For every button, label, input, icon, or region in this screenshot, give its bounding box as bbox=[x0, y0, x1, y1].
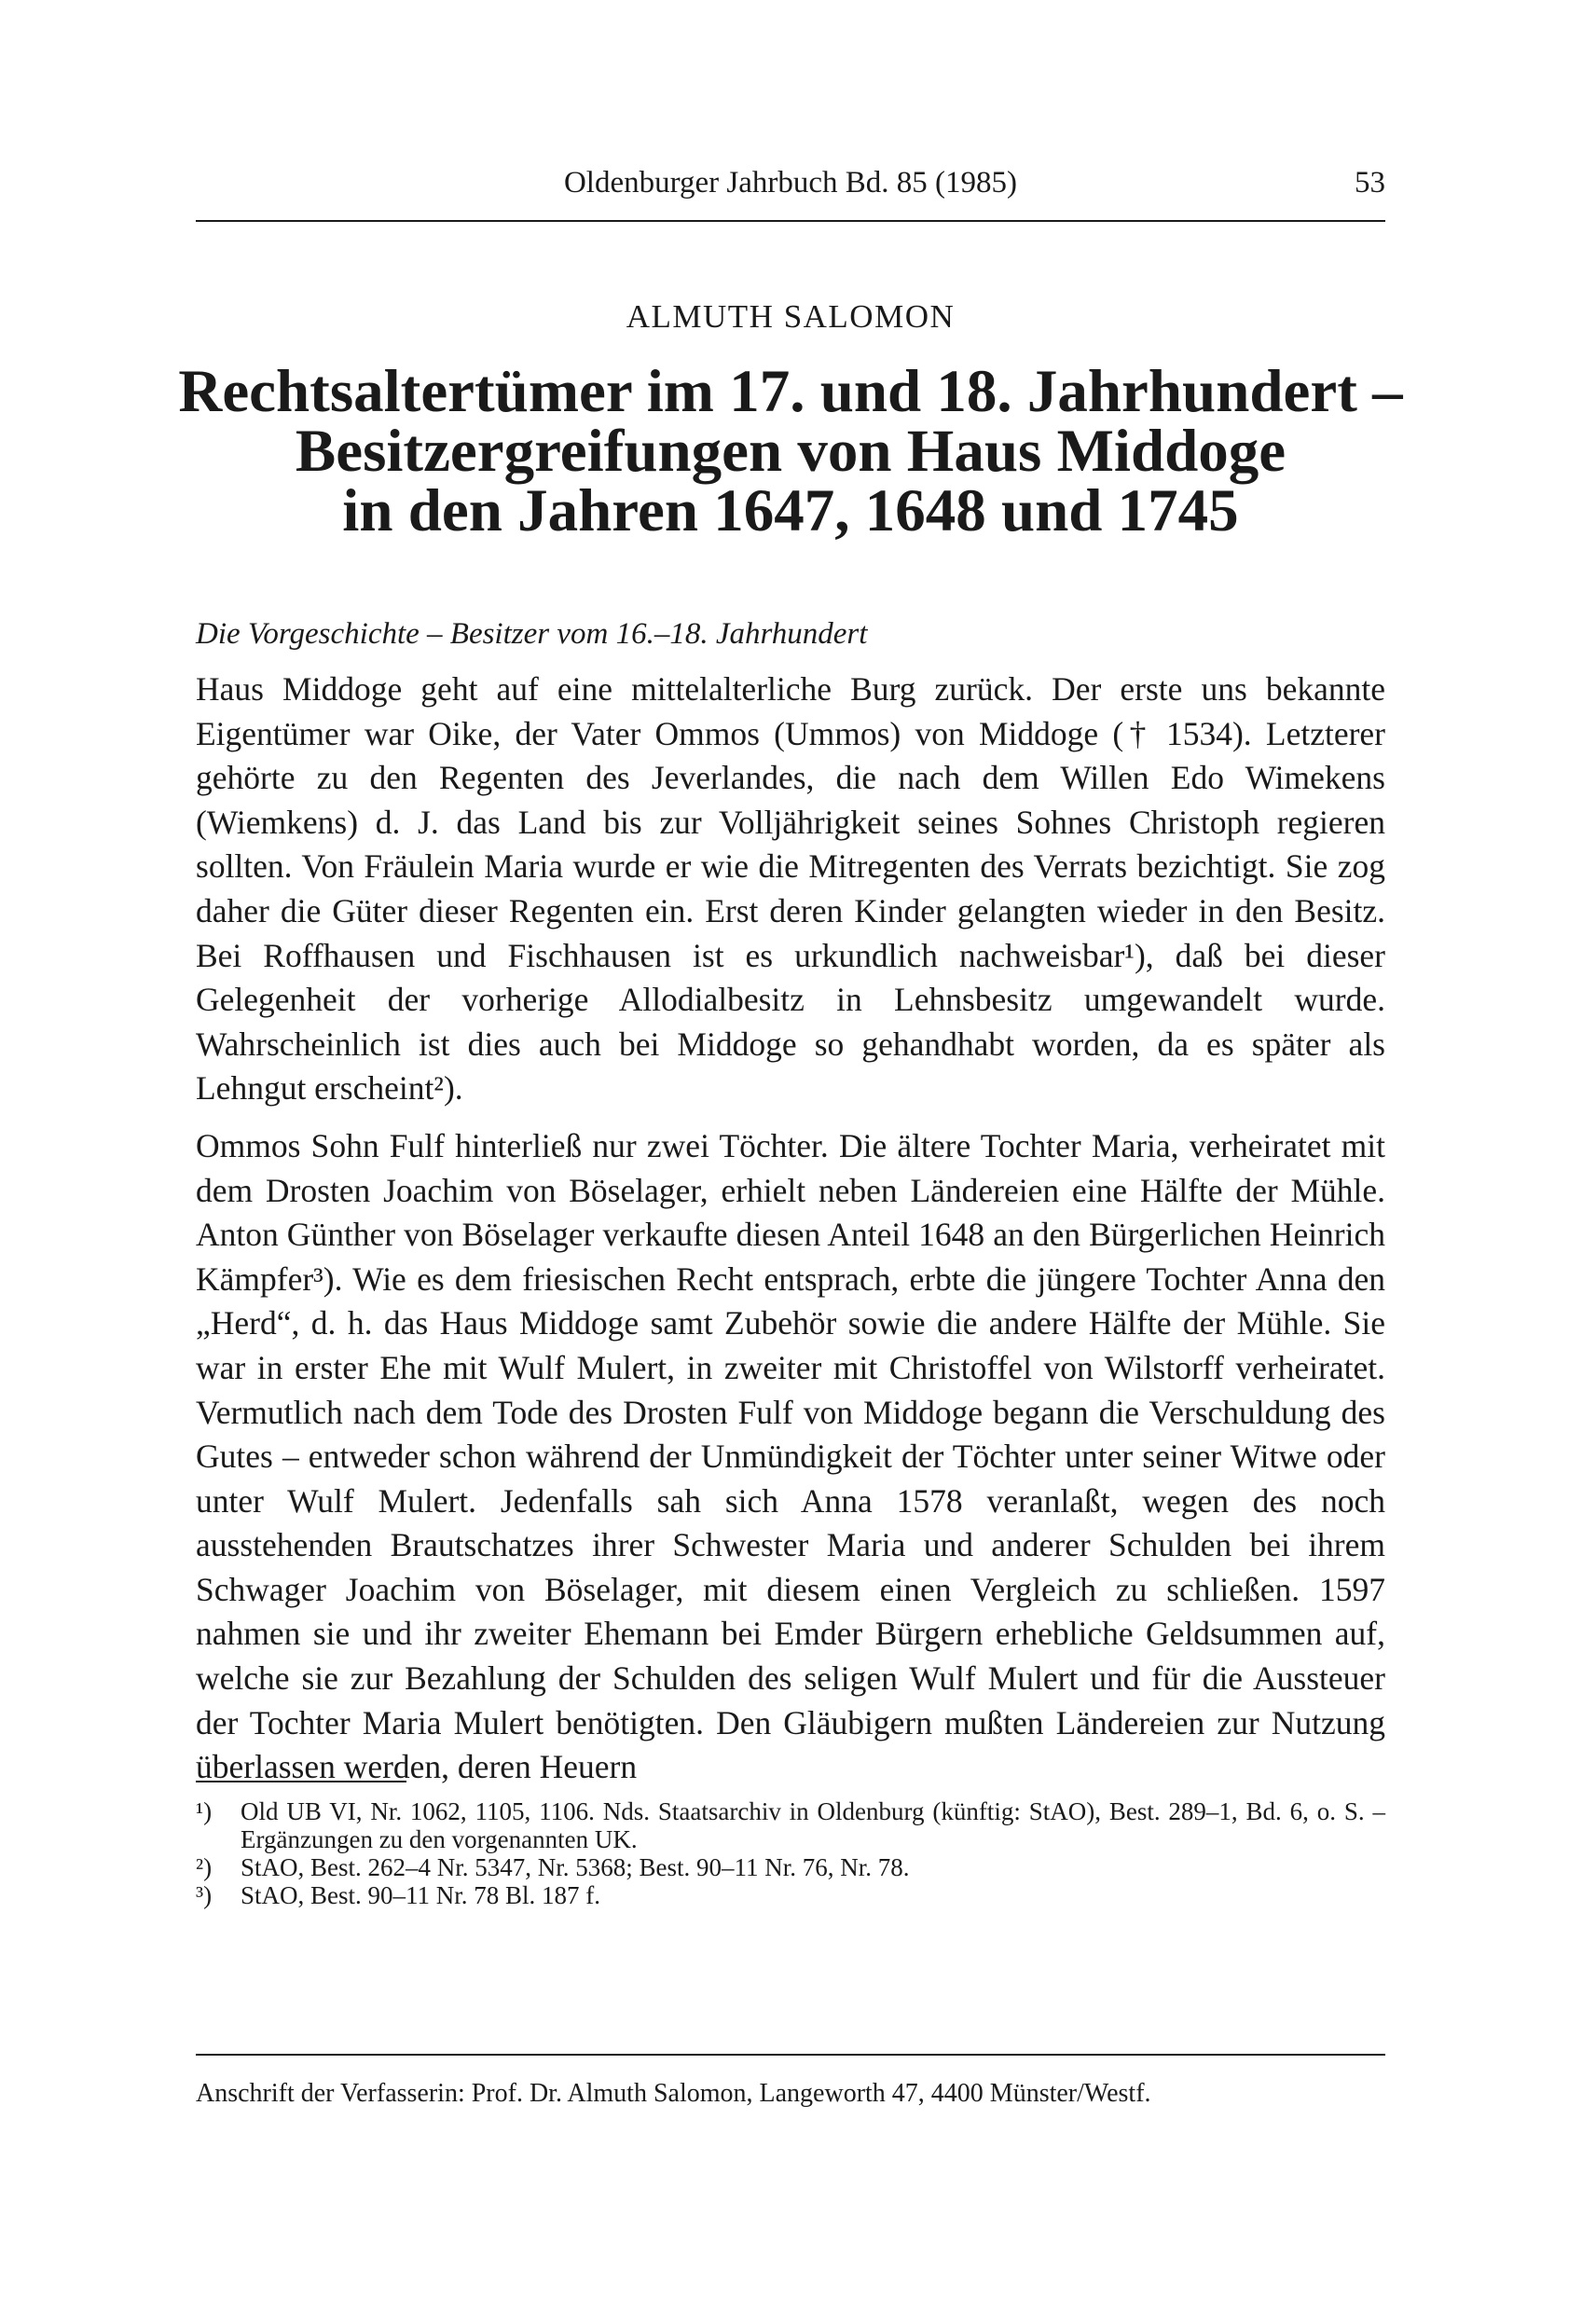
footnote bbox=[196, 1853, 1385, 1881]
footnote-rule bbox=[196, 1781, 406, 1782]
footnote-mark: ¹) bbox=[196, 1797, 213, 1825]
title-line: Rechtsaltertümer im 17. und 18. Jahrhundert – bbox=[178, 358, 1403, 425]
running-head-title: Oldenburger Jahrbuch Bd. 85 (1985) bbox=[563, 166, 1018, 200]
footnote bbox=[196, 1881, 1385, 1909]
author-address: Anschrift der Verfasserin: Prof. Dr. Almuth Salomon, Langeworth 47, 4400 Münster/Westf. bbox=[196, 2079, 1151, 2108]
footnote-text: Old UB VI, Nr. 1062, 1105, 1106. Nds. Staatsarchiv in Oldenburg (künftig: StAO), Best. 289–1, Bd. 6, o. S. – Ergänzungen zu den vorgenannten UK. bbox=[241, 1797, 1385, 1853]
page-number: 53 bbox=[1355, 166, 1385, 200]
footnote-text: StAO, Best. 262–4 Nr. 5347, Nr. 5368; Best. 90–11 Nr. 76, Nr. 78. bbox=[241, 1853, 910, 1881]
footnotes bbox=[196, 1797, 1385, 1909]
footnote-mark: ³) bbox=[196, 1881, 213, 1909]
title-line: in den Jahren 1647, 1648 und 1745 bbox=[342, 477, 1239, 544]
author-name: ALMUTH SALOMON bbox=[626, 298, 956, 335]
running-head bbox=[196, 166, 1385, 209]
title-line: Besitzergreifungen von Haus Middoge bbox=[295, 418, 1286, 485]
address-rule bbox=[196, 2054, 1385, 2056]
footnote-text: StAO, Best. 90–11 Nr. 78 Bl. 187 f. bbox=[241, 1881, 601, 1909]
header-rule bbox=[196, 220, 1385, 222]
section-heading: Die Vorgeschichte – Besitzer vom 16.–18. Jahrhundert bbox=[196, 617, 868, 651]
paragraph: Ommos Sohn Fulf hinterließ nur zwei Töchter. Die ältere Tochter Maria, verheiratet mit dem Drosten Joachim von Böselager, erhielt neben Ländereien eine Hälfte der Mühle. Anton Günther von Böselager verkaufte diesen Anteil 1648 an den Bürgerlichen Heinrich Kämpfer³). Wie es dem friesischen Recht entsprach, erbte die jüngere Tochter Anna den „Herd“, d. h. das Haus Middoge samt Zubehör sowie die andere Hälfte der Mühle. Sie war in erster Ehe mit Wulf Mulert, in zweiter mit Christoffel von Wilstorff verheiratet. Vermutlich nach dem Tode des Drosten Fulf von Middoge begann die Verschuldung des Gutes – entweder schon während der Unmündigkeit der Töchter unter seiner Witwe oder unter Wulf Mulert. Jedenfalls sah sich Anna 1578 veranlaßt, wegen des noch ausstehenden Brautschatzes ihrer Schwester Maria und anderer Schulden bei ihrem Schwager Joachim von Böselager, mit diesem einen Vergleich zu schließen. 1597 nahmen sie und ihr zweiter Ehemann bei Emder Bürgern erhebliche Geldsummen auf, welche sie zur Bezahlung der Schulden des seligen Wulf Mulert und für die Aussteuer der Tochter Maria Mulert benötigten. Den Gläubigern mußten Ländereien zur Nutzung überlassen werden, deren Heuern bbox=[196, 1126, 1385, 1786]
paragraph: Haus Middoge geht auf eine mittelalterliche Burg zurück. Der erste uns bekannte Eigentümer war Oike, der Vater Ommos (Ummos) von Middoge († 1534). Letzterer gehörte zu den Regenten des Jeverlandes, die nach dem Willen Edo Wimekens (Wiemkens) d. J. das Land bis zur Volljährigkeit seines Sohnes Christoph regieren sollten. Von Fräulein Maria wurde er wie die Mitregenten des Verrats bezichtigt. Sie zog daher die Güter dieser Regenten ein. Erst deren Kinder gelangten wieder in den Besitz. Bei Roffhausen und Fischhausen ist es urkundlich nachweisbar¹), daß bei dieser Gelegenheit der vorherige Allodialbesitz in Lehnsbesitz umgewandelt wurde. Wahrscheinlich ist dies auch bei Middoge so gehandhabt worden, da es später als Lehngut erscheint²). bbox=[196, 670, 1385, 1108]
body-text bbox=[196, 667, 1385, 1790]
footnote-mark: ²) bbox=[196, 1853, 213, 1881]
footnote bbox=[196, 1797, 1385, 1853]
article-title bbox=[140, 358, 1441, 544]
